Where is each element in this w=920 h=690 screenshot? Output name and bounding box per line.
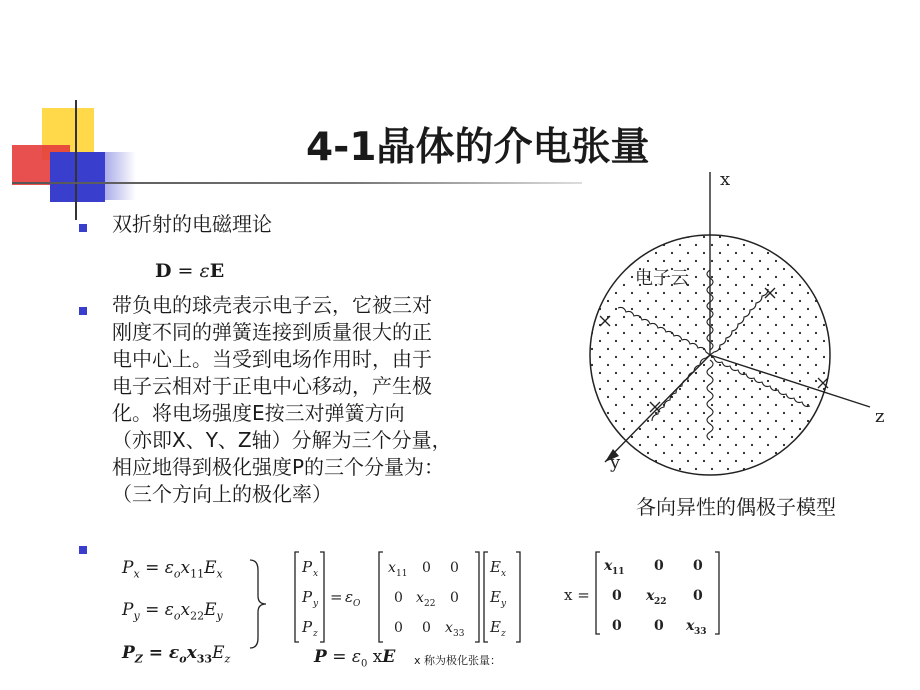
- svg-text:33: 33: [453, 629, 465, 639]
- svg-text:x: x: [686, 618, 695, 634]
- svg-text:0: 0: [422, 560, 431, 576]
- paragraph-line: 带负电的球壳表示电子云，它被三对: [112, 293, 432, 317]
- svg-text:0: 0: [450, 560, 459, 576]
- equation-system: [122, 550, 230, 677]
- svg-text:O: O: [353, 599, 361, 609]
- paragraph-line: 相应地得到极化强度P的三个分量为：: [112, 455, 445, 479]
- decor-horizontal-rule: [12, 182, 582, 184]
- svg-text:22: 22: [424, 599, 436, 609]
- svg-text:P: P: [302, 618, 313, 636]
- axis-y-label: y: [610, 452, 621, 473]
- svg-text:11: 11: [396, 569, 408, 579]
- svg-text:0: 0: [450, 590, 459, 606]
- svg-text:0: 0: [612, 588, 622, 604]
- svg-text:x: x: [604, 558, 613, 574]
- svg-text:0: 0: [693, 588, 703, 604]
- polarization-equation: $P = \varepsilon_0$ xE: [314, 647, 396, 670]
- page-title: 4-1晶体的介电张量: [306, 125, 650, 170]
- svg-text:E: E: [490, 558, 501, 576]
- diagram-caption: 各向异性的偶极子模型: [636, 495, 836, 519]
- decor-vertical-line: [75, 100, 77, 220]
- dipole-model-diagram: [580, 160, 910, 490]
- svg-text:22: 22: [654, 597, 667, 607]
- svg-text:E: E: [490, 618, 501, 636]
- svg-text:=: =: [330, 588, 343, 606]
- svg-text:x: x: [646, 588, 655, 604]
- svg-text:0: 0: [654, 618, 664, 634]
- electron-cloud-label: 电子云: [635, 268, 689, 289]
- paragraph-line: 电子云相对于正电中心移动，产生极: [112, 374, 432, 398]
- svg-text:y: y: [501, 599, 507, 609]
- paragraph-line: 刚度不同的弹簧连接到质量很大的正: [112, 320, 432, 344]
- right-brace: [248, 558, 268, 650]
- svg-text:x: x: [388, 560, 396, 576]
- axis-z-label: z: [875, 406, 885, 427]
- svg-text:ε: ε: [345, 588, 354, 606]
- svg-text:0: 0: [693, 558, 703, 574]
- svg-text:0: 0: [394, 620, 403, 636]
- svg-text:0: 0: [422, 620, 431, 636]
- axis-x-label: x: [720, 169, 731, 190]
- svg-text:z: z: [313, 629, 318, 639]
- svg-text:P: P: [302, 558, 313, 576]
- tensor-note: x 称为极化张量：: [414, 654, 502, 667]
- polarization-tensor-matrix: [560, 548, 730, 638]
- svg-text:P: P: [302, 588, 313, 606]
- bullet-marker: [79, 546, 87, 554]
- equation-pz: $P_Z = \varepsilon_ox_{33}E_z$: [122, 642, 231, 666]
- svg-text:0: 0: [654, 558, 664, 574]
- svg-text:33: 33: [694, 627, 707, 637]
- svg-text:11: 11: [612, 567, 625, 577]
- paragraph-line: 化。将电场强度E按三对弹簧方向: [112, 401, 405, 425]
- svg-text:y: y: [313, 599, 319, 609]
- svg-text:E: E: [490, 588, 501, 606]
- bullet-heading: 双折射的电磁理论: [112, 212, 272, 236]
- bullet-marker: [79, 307, 87, 315]
- svg-text:x: x: [313, 569, 319, 579]
- formula-d-equals-epsilon-e: D = εE: [155, 260, 225, 282]
- svg-text:0: 0: [394, 590, 403, 606]
- bullet-marker: [79, 224, 87, 232]
- svg-text:x: x: [501, 569, 507, 579]
- paragraph-line: （三个方向上的极化率）: [112, 482, 332, 506]
- svg-text:0: 0: [612, 618, 622, 634]
- svg-text:x: x: [416, 590, 424, 606]
- paragraph-line: 电中心上。当受到电场作用时，由于: [112, 347, 432, 371]
- equation-py: $P_y = \varepsilon_ox_{22}E_y$: [122, 600, 223, 623]
- paragraph: [112, 292, 452, 508]
- decor-blue-fade: [96, 152, 136, 200]
- paragraph-line: （亦即X、Y、Z轴）分解为三个分量，: [112, 428, 452, 452]
- equation-px: $P_x = \varepsilon_ox_{11}E_x$: [122, 558, 223, 581]
- svg-text:x =: x =: [564, 586, 590, 604]
- matrix-equation: [290, 548, 540, 648]
- svg-text:x: x: [445, 620, 453, 636]
- svg-text:z: z: [501, 629, 506, 639]
